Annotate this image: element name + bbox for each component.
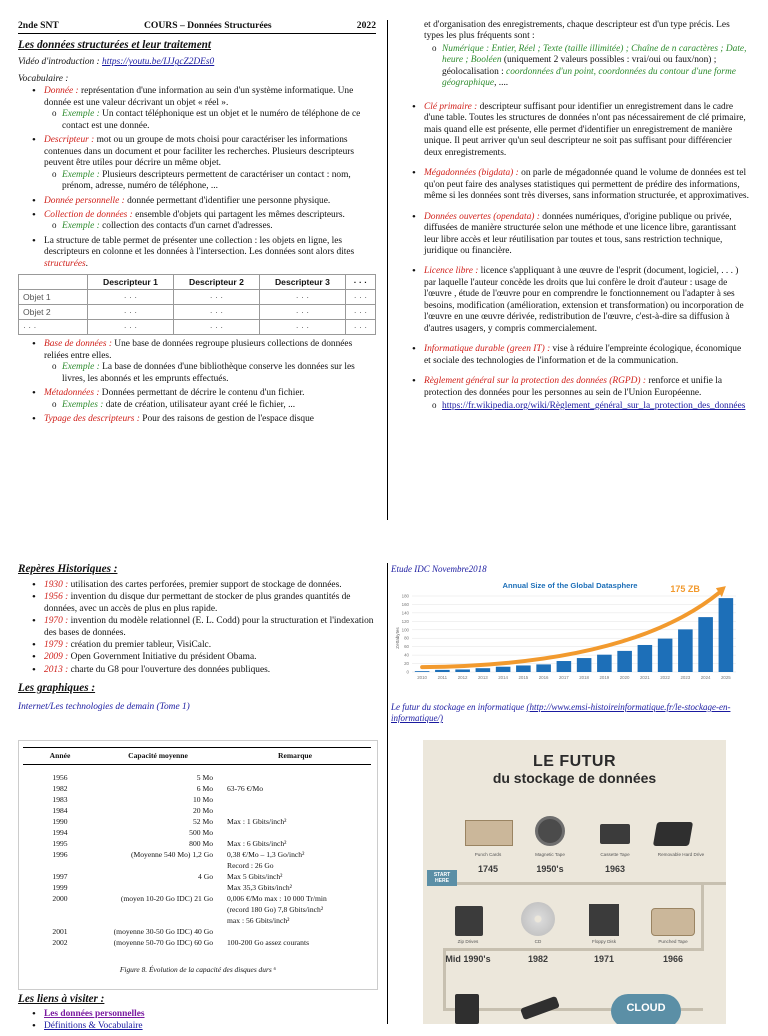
timeline-year: 1745 — [477, 864, 499, 874]
timeline-year: 1982 — [527, 954, 549, 964]
timeline-year: 1971 — [593, 954, 615, 964]
capacity-row: 1990 52 Mo Max : 1 Gbits/inch² — [52, 817, 287, 827]
capacity-row: 1982 6 Mo 63-76 €/Mo — [52, 784, 264, 794]
chart-xtick-label: 2012 — [457, 675, 468, 680]
page-header — [18, 20, 376, 34]
chart-xtick-label: 2017 — [558, 675, 569, 680]
chart-title: Annual Size of the Global Datasphere — [502, 581, 638, 590]
capacity-row: 2000 (moyen 10-20 Go IDC) 21 Go 0,006 €/Mo max : 10 000 Tr/min — [52, 894, 327, 904]
infographic-title-2: du stockage de données — [492, 770, 657, 786]
cd-icon — [521, 902, 555, 936]
chart-xtick-label: 2013 — [477, 675, 488, 680]
floppy-disk-icon — [589, 904, 619, 936]
timeline-year: 1950's — [536, 864, 564, 874]
history-item: • 1979 : création du premier tableur, VisiCalc. — [18, 640, 376, 651]
chart-bar — [638, 645, 653, 672]
video-link[interactable]: https://youtu.be/IJJgcZ2DEs0 — [102, 57, 215, 68]
chart-bar — [557, 661, 572, 672]
timeline-year: Mid 1990's — [445, 954, 491, 964]
timeline-year: 1966 — [662, 954, 684, 964]
chart-ytick-label: 160 — [401, 601, 409, 607]
chart-bar — [435, 670, 450, 672]
chart-bar — [597, 655, 612, 672]
vocab-donnee-personnelle: • Donnée personnelle : donnée permettant d'identifier une personne physique. — [18, 196, 376, 207]
emsi-link[interactable]: (http://www.emsi-histoireinformatique.fr/le-stockage-en-informatique/) — [391, 702, 731, 723]
page1-right-column — [398, 20, 750, 416]
futur-caption: Le futur du stockage en informatique (http://www.emsi-histoireinformatique.fr/le-stockage-en-informatique/) — [391, 702, 731, 723]
history-title: Repères Historiques : — [18, 563, 118, 575]
chart-ytick-label: 80 — [404, 635, 409, 641]
timeline-label: Zip Drives — [457, 939, 479, 944]
timeline-label: CD — [534, 939, 542, 944]
vocab-list — [18, 86, 376, 270]
vocab-licence-libre: • Licence libre : licence s'appliquant à une œuvre de l'esprit (document, logiciel, . . . ) par laquelle l'auteur concède les droits que lui confère le droit d'auteur : usage de l'œuvre , étude de l'œuvre pour en comprendre le fonctionnement ou l'adapter à ses besoins, modification (amélioration, extension et transformation) ou incorporation de l'œuvre en une œuvre dérivée, redistribution de l'œuvre, c'est-à-dire sa diffusion à d'autres usagers, y compris commercialement. — [398, 266, 750, 335]
table-row: · · · · · · · · · · · · · · · — [19, 320, 376, 335]
def-donnee: représentation d'une information au sein d'un système informatique. Une donnée est une valeur décrivant un objet « réel ». — [44, 86, 354, 108]
example-bdd: o Exemple : La base de données d'une bibliothèque conserve les données sur les livres, les abonnés et les emprunts effectués. — [44, 362, 376, 385]
example-donnee: o Exemple : Un contact téléphonique est un objet et le numéro de téléphone de ce contact est une donnée. — [44, 109, 376, 132]
chart-xtick-label: 2020 — [619, 675, 630, 680]
chart-ytick-label: 0 — [406, 669, 409, 675]
capacity-row: 1983 10 Mo — [52, 795, 213, 805]
datasphere-chart — [390, 578, 752, 693]
capacity-table-figure — [18, 740, 378, 990]
header-title: COURS – Données Structurées — [143, 20, 272, 31]
types-list: o Numérique : Entier, Réel ; Texte (taille illimitée) ; Chaîne de n caractères ; Date, heure ; Booléen (uniquement 2 valeurs possibles : vrai/oui ou faux/non) ; géolocalisation : coordonnées d'un point, coordonnées du contour d'une forme géographique, .... — [424, 44, 750, 90]
magnetic-tape-icon — [535, 816, 565, 846]
header-class: 2nde SNT — [18, 20, 59, 31]
page2-divider — [387, 563, 388, 1024]
sd-card-icon — [455, 994, 479, 1024]
chart-bar — [719, 598, 734, 672]
chart-xtick-label: 2018 — [579, 675, 590, 680]
capacity-row: Record : 26 Go — [227, 861, 274, 871]
history-item: • 1956 : invention du disque dur permettant de stocker de plus grandes quantités de données, avec un accès de plus en plus rapide. — [18, 592, 376, 615]
chart-xtick-label: 2016 — [538, 675, 549, 680]
capacity-table: Année Capacité moyenne Remarque 1956 5 Mo 1982 6 Mo 63-76 €/Mo 1983 10 Mo 1984 20 Mo 1990 52 Mo Max : 1 Gbits/inch² 1994 500 Mo 1995 800 Mo Max : 6 Gbits/inch² 1996 (Moyenne 540 Mo) 1,2 Go 0,38 €/Mo – 1,3 Go/inch² Record : 26 Go 1997 4 Go Max 5 Gbits/inch² 1999 Max 35,3 Gbits/inch² 2000 (moyen 10-20 Go IDC) 21 Go 0,006 €/Mo max : 10 000 Tr/min (record 180 Go) 7,8 Gbits/inch² max : 56 Gbits/inch² 2001 (moyenne 30-50 Go IDC) 40 Go 2002 (moyenne 50-70 Go IDC) 60 Go 100-200 Go assez courants — [23, 747, 371, 949]
page2-left-column — [18, 563, 376, 714]
capacity-row: (record 180 Go) 7,8 Gbits/inch² — [227, 905, 324, 915]
vocab-base-de-donnees: • Base de données : Une base de données regroupe plusieurs collections de données reliées entre elles. o Exemple : La base de données d'une bibliothèque conserve les données sur les livres, les abonnés et les emprunts effectués. — [18, 339, 376, 385]
figure-caption: Figure 8. Évolution de la capacité des disques durs ⁶ — [119, 965, 277, 974]
chart-xtick-label: 2024 — [700, 675, 711, 680]
chart-ytick-label: 40 — [404, 652, 409, 658]
example-meta: o Exemples : date de création, utilisateur ayant créé le fichier, ... — [44, 400, 376, 411]
timeline-label: Punch Cards — [474, 852, 502, 857]
punch-cards-icon — [465, 820, 513, 846]
vocab-green-it: • Informatique durable (green IT) : vise à réduire l'empreinte écologique, économique et sociale des technologies de l'information et de la communication. — [398, 344, 750, 367]
video-intro — [18, 57, 376, 68]
vocab-metadonnees: • Métadonnées : Données permettant de décrire le contenu d'un fichier. o Exemples : date de création, utilisateur ayant créé le fichier, ... — [18, 388, 376, 411]
history-item: • 1930 : utilisation des cartes perforées, premier support de stockage de données. — [18, 580, 376, 591]
timeline-year: 1963 — [604, 864, 626, 874]
capacity-row: 1984 20 Mo — [52, 806, 213, 816]
term-descripteur: Descripteur : — [44, 135, 95, 146]
usb-key-icon — [520, 996, 560, 1020]
cloud-label: CLOUD — [626, 1002, 666, 1014]
chart-xtick-label: 2014 — [498, 675, 509, 680]
chart-bar — [476, 668, 491, 672]
vocab-label: Vocabulaire : — [18, 73, 69, 84]
chart-bar — [617, 651, 632, 672]
history-item: • 2009 : Open Government Initiative du président Obama. — [18, 652, 376, 663]
vocab-list-3 — [398, 102, 750, 413]
chart-xtick-label: 2015 — [518, 675, 529, 680]
timeline-label: Punched Tape — [658, 939, 688, 944]
vocab-list-2 — [18, 339, 376, 425]
link-definitions[interactable]: Définitions & Vocabulaire — [44, 1021, 143, 1032]
link-donnees-personnelles[interactable]: Les données personnelles — [44, 1008, 145, 1019]
history-item: • 1970 : invention du modèle relationnel (E. L. Codd) pour la structuration et l'indexation des bases de données. — [18, 616, 376, 639]
example-descripteur: o Exemple : Plusieurs descripteurs permettent de caractériser un contact : nom, prénom, adresse, numéro de téléphone, ... — [44, 170, 376, 193]
video-label: Vidéo d'introduction : — [18, 57, 100, 68]
chart-xtick-label: 2022 — [660, 675, 671, 680]
example-label: Exemple : — [62, 109, 100, 120]
chart-bar — [577, 658, 592, 672]
chart-ytick-label: 20 — [404, 661, 409, 667]
hard-drive-icon — [653, 822, 693, 846]
capacity-row: 1956 5 Mo — [52, 773, 213, 783]
chart-ytick-label: 60 — [404, 644, 409, 650]
zip-drive-icon — [455, 906, 483, 936]
chart-ytick-label: 180 — [401, 593, 409, 599]
links-section — [18, 993, 376, 1036]
chart-xtick-label: 2025 — [720, 675, 731, 680]
chart-xtick-label: 2023 — [680, 675, 691, 680]
cassette-tape-icon — [600, 824, 630, 844]
timeline-label: Magnetic Tape — [535, 852, 565, 857]
table-row: Objet 1 · · · · · · · · · · · · — [19, 290, 376, 305]
capacity-row: 2002 (moyenne 50-70 Go IDC) 60 Go 100-200 Go assez courants — [52, 938, 310, 948]
vocab-descripteur: • Descripteur : mot ou un groupe de mots choisi pour caractériser les informations contenues dans un document et pour faciliter les recherches. Plusieurs descripteurs peuvent être utiles pour décrire un même objet. o Exemple : Plusieurs descripteurs permettent de caractériser un contact : nom, prénom, adresse, numéro de téléphone, ... — [18, 135, 376, 192]
chart-ytick-label: 120 — [401, 618, 409, 624]
capacity-table-body — [23, 773, 371, 949]
vocab-rgpd: • Règlement général sur la protection des données (RGPD) : renforce et unifie la protection des données pour les personnes au sein de l'Union Européenne. o https://fr.wikipedia.org/wiki/Règlement_général_sur_la_protection_des_données — [398, 376, 750, 412]
table-row: Objet 2 · · · · · · · · · · · · — [19, 305, 376, 320]
infographic-title-1: LE FUTUR — [532, 753, 617, 770]
term-donnee: Donnée : — [44, 86, 79, 97]
history-list — [18, 580, 376, 677]
idc-source: Etude IDC Novembre2018 — [391, 564, 487, 574]
timeline-label: Cassette Tape — [600, 852, 630, 857]
chart-xtick-label: 2010 — [417, 675, 428, 680]
punched-tape-icon — [651, 908, 695, 936]
chart-bar — [658, 639, 673, 672]
vocab-structure: • La structure de table permet de présenter une collection : les objets en ligne, les descripteurs en colonne et les données à l'intersection. Les données sont alors dites structurées. — [18, 236, 376, 270]
vocab-donnee — [18, 86, 376, 132]
page1-left-column — [18, 20, 376, 429]
table-header-row: Descripteur 1 Descripteur 2 Descripteur 3 · · · — [19, 275, 376, 290]
chart-ytick-label: 100 — [401, 627, 409, 633]
timeline-label: Removable Hard Drive — [657, 852, 705, 857]
vocab-typage: • Typage des descripteurs : Pour des raisons de gestion de l'espace disque — [18, 414, 376, 425]
example-collection: o Exemple : collection des contacts d'un carnet d'adresses. — [44, 221, 376, 232]
header-year: 2022 — [356, 20, 376, 31]
history-item: • 2013 : charte du G8 pour l'ouverture des données publiques. — [18, 665, 376, 676]
chart-annotation: 175 ZB — [670, 584, 700, 595]
capacity-row: 1994 500 Mo — [52, 828, 213, 838]
capacity-row: 1996 (Moyenne 540 Mo) 1,2 Go 0,38 €/Mo – 1,3 Go/inch² — [52, 850, 305, 860]
capacity-row: 1997 4 Go Max 5 Gbits/inch² — [52, 872, 283, 882]
typage-continued: et d'organisation des enregistrements, chaque descripteur est d'un type précis. Les types les plus fréquents sont : — [424, 20, 730, 42]
chart-bar — [678, 629, 693, 672]
start-here-badge: START HERE — [427, 870, 457, 886]
structure-table — [18, 274, 376, 335]
rgpd-link[interactable]: https://fr.wikipedia.org/wiki/Règlement_général_sur_la_protection_des_données — [442, 401, 746, 412]
chart-ytick-label: 140 — [401, 610, 409, 616]
chart-bar — [415, 671, 430, 672]
storage-infographic — [423, 740, 726, 1024]
vocab-cle-primaire: • Clé primaire : descripteur suffisant pour identifier un enregistrement dans le cadre d'une table. Toutes les structures de données n'ont pas nécessairement de clé primaire, mais quand elle est présente, elle permet d'identifier un enregistrement de manière unique. Il peut arriver qu'un seul descripteur ne soit pas suffisant pour différencier deux enregistrements. — [398, 102, 750, 159]
graphs-source: Internet/Les technologies de demain (Tome 1) — [18, 702, 190, 713]
capacity-row: 1995 800 Mo Max : 6 Gbits/inch² — [52, 839, 287, 849]
capacity-row: 1999 Max 35,3 Gbits/inch² — [52, 883, 292, 893]
section-title: Les données structurées et leur traitement — [18, 38, 211, 51]
chart-bar — [455, 669, 470, 672]
chart-xtick-label: 2019 — [599, 675, 610, 680]
chart-bar — [496, 667, 511, 672]
chart-xtick-label: 2021 — [639, 675, 650, 680]
links-title: Les liens à visiter : — [18, 993, 105, 1005]
timeline-label: Floppy Disk — [592, 939, 616, 944]
column-divider — [387, 20, 388, 520]
vocab-megadonnees: • Mégadonnées (bigdata) : on parle de mégadonnée quand le volume de données est tel qu'on peut faire des analyses statistiques qui permettent de prédire des informations, même si les données sont très diverses, sans information structurée, et approximatives. — [398, 168, 750, 202]
vocab-opendata: • Données ouvertes (opendata) : données numériques, d'origine publique ou privée, diffusées de manière structurée selon une méthode et une licence libre, garantissant leur libre accès et leur réutilisation par toutes et tous, sans restriction technique, juridique ou financière. — [398, 212, 750, 258]
capacity-row: max : 56 Gbits/inch² — [227, 916, 290, 926]
chart-xtick-label: 2011 — [437, 675, 448, 680]
vocab-collection: • Collection de données : ensemble d'objets qui partagent les mêmes descripteurs. o Exemple : collection des contacts d'un carnet d'adresses. — [18, 210, 376, 233]
capacity-row: 2001 (moyenne 30-50 Go IDC) 40 Go — [52, 927, 213, 937]
chart-ylabel: Zettabytes — [395, 627, 400, 649]
chart-bar — [516, 665, 531, 672]
chart-bar — [536, 664, 551, 672]
graphs-title: Les graphiques : — [18, 682, 96, 695]
chart-bar — [698, 617, 713, 672]
